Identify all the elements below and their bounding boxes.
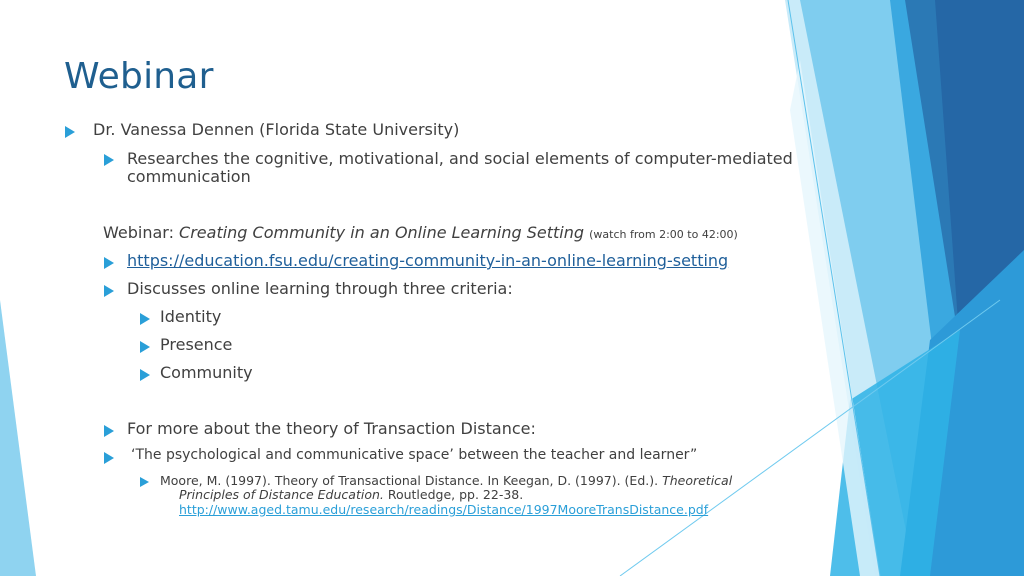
webinar-link[interactable]: https://education.fsu.edu/creating-community-in-an-online-learning-setting — [127, 251, 729, 270]
reference-book-title: Principles of Distance Education. — [179, 487, 384, 502]
research-text-line1: Researches the cognitive, motivational, and social elements of computer-mediated — [127, 149, 793, 168]
bullet-arrow-icon — [140, 341, 150, 353]
bullet-arrow-icon — [140, 313, 150, 325]
reference-line2 — [179, 487, 523, 502]
reference-line1 — [160, 473, 732, 488]
bullet-arrow-icon — [140, 369, 150, 381]
presenter-text: Dr. Vanessa Dennen (Florida State University) — [93, 120, 460, 139]
criteria-item-community: Community — [160, 363, 253, 382]
reference-text-a: Moore, M. (1997). Theory of Transactional Distance. In Keegan, D. (1997). (Ed.). — [160, 473, 663, 488]
reference-publisher: Routledge, pp. 22-38. — [383, 487, 524, 502]
bullet-arrow-icon — [104, 285, 114, 297]
webinar-prefix: Webinar: — [103, 223, 180, 242]
webinar-title: Creating Community in an Online Learning Setting — [179, 223, 585, 242]
bullet-arrow-icon — [104, 154, 114, 166]
reference-link[interactable]: http://www.aged.tamu.edu/research/readings/Distance/1997MooreTransDistance.pdf — [179, 502, 709, 517]
theory-intro: For more about the theory of Transaction Distance: — [127, 419, 536, 438]
webinar-line — [103, 223, 738, 242]
page-title: Webinar — [64, 56, 214, 97]
bullet-arrow-icon — [104, 425, 114, 437]
webinar-note: (watch from 2:00 to 42:00) — [589, 228, 738, 241]
reference-text-b: Theoretical — [662, 473, 733, 488]
bullet-arrow-icon — [140, 477, 149, 487]
criteria-item-presence: Presence — [160, 335, 233, 354]
criteria-intro: Discusses online learning through three criteria: — [127, 279, 513, 298]
bullet-arrow-icon — [104, 257, 114, 269]
research-text-line2: communication — [127, 167, 251, 186]
criteria-item-identity: Identity — [160, 307, 222, 326]
left-accent-shape — [0, 300, 36, 576]
bullet-arrow-icon — [65, 126, 75, 138]
quote-text: ‘The psychological and communicative space’ between the teacher and learner” — [131, 447, 698, 463]
bullet-arrow-icon — [104, 452, 114, 464]
